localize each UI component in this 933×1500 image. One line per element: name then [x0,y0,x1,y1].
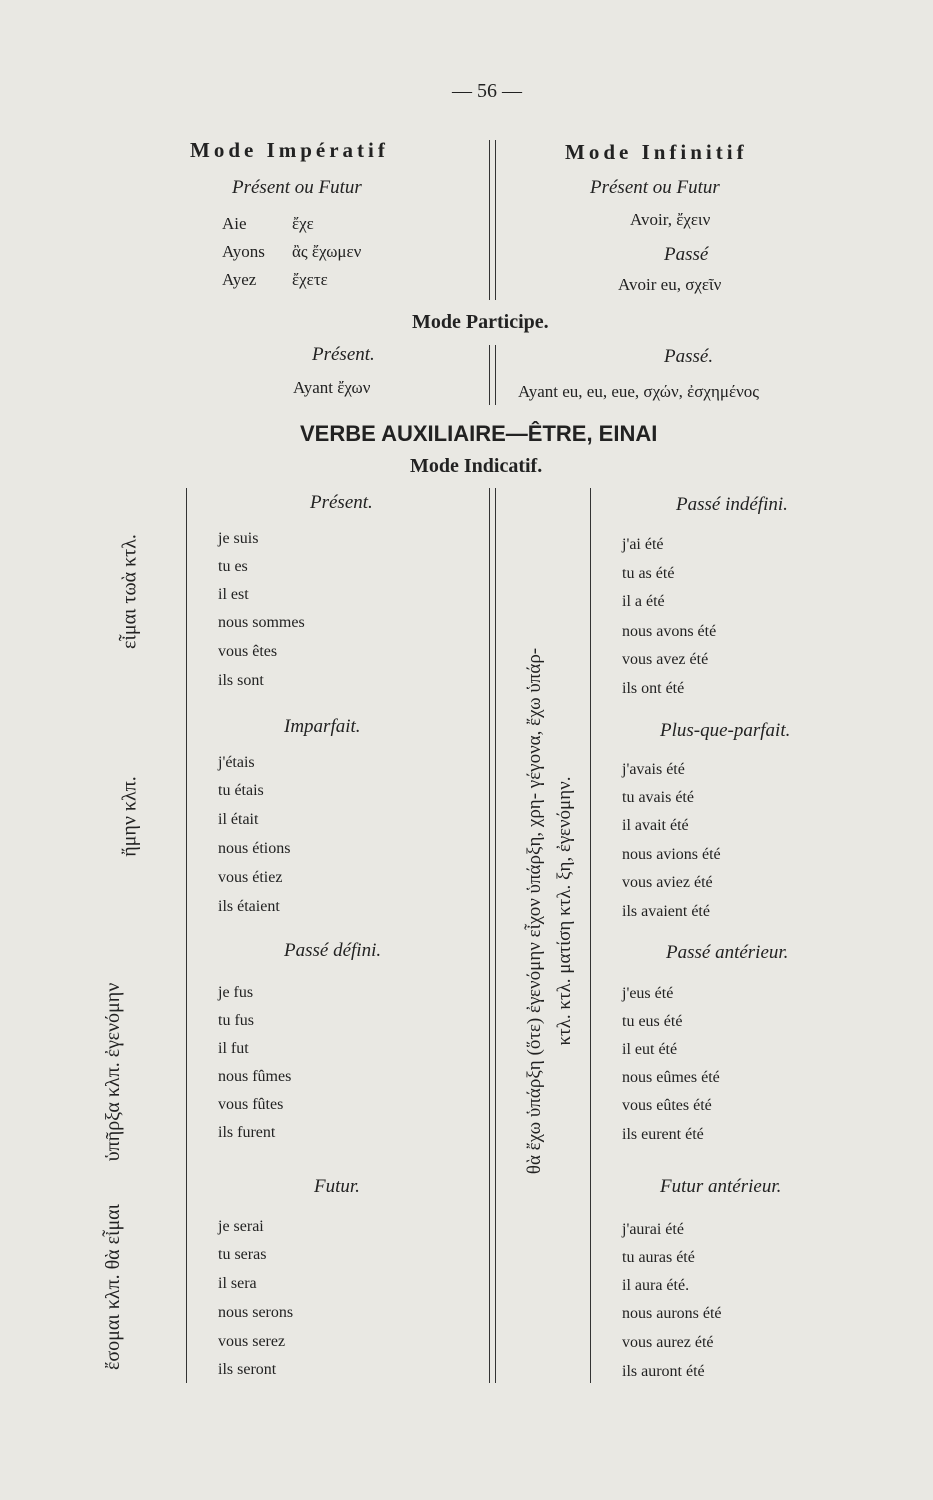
conj-line: tu fus [218,1012,254,1029]
middle-greek-line1: θὰ ἔχω ὑπάρξη (ὅτε) ἐγενόμην εἶχον ὑπάρξη, χρη- γέγονα, ἔχω ὑπάρ- [524,647,545,1175]
indicatif-title: Mode Indicatif. [410,455,543,477]
conj-line: ils sont [218,672,264,689]
conj-line: ils auront été [622,1363,705,1380]
greek-vertical: εἶμαι τωὰ κτλ. [118,534,141,649]
imperatif-row-fr: Aie [222,214,247,233]
infinitif-present: Avoir, ἔχειν [630,210,711,229]
conj-line: vous étiez [218,869,283,886]
conj-line: vous fûtes [218,1096,284,1113]
conj-line: nous aurons été [622,1305,722,1322]
imperatif-row-gr: ἔχετε [292,270,328,289]
tense-label: Passé indéfini. [676,494,788,515]
conj-line: tu as été [622,565,675,582]
conj-line: ils eurent été [622,1126,704,1143]
conj-line: vous avez été [622,651,709,668]
conj-line: il sera [218,1275,257,1292]
conj-line: j'ai été [622,536,664,553]
imperatif-row-gr: ἔχε [292,214,314,233]
divider-line [495,488,496,1383]
conj-line: tu auras été [622,1249,695,1266]
conj-line: vous aurez été [622,1334,714,1351]
imperatif-row-gr: ἂς ἔχωμεν [292,242,362,261]
imperatif-subtitle: Présent ou Futur [232,177,362,198]
tense-label: Plus-que-parfait. [660,720,791,741]
conj-line: ils furent [218,1124,276,1141]
conj-line: il était [218,811,259,828]
conj-line: il fut [218,1040,249,1057]
participe-title: Mode Participe. [412,311,549,333]
conj-line: il a été [622,593,665,610]
conj-line: nous avons été [622,623,717,640]
middle-greek-line2: κτλ. κτλ. ματίση κτλ. ξη, ἐγενόμην. [554,776,575,1046]
conj-line: ils avaient été [622,903,710,920]
tense-label: Imparfait. [284,716,361,737]
conj-line: vous eûtes été [622,1097,712,1114]
divider-line [489,345,490,405]
divider-line [489,140,490,300]
tense-label: Passé défini. [284,940,382,961]
conj-line: j'étais [218,754,255,771]
conj-line: tu avais été [622,789,694,806]
infinitif-passe-label: Passé [664,244,709,265]
conj-line: nous fûmes [218,1068,292,1085]
conj-line: tu seras [218,1246,267,1263]
greek-vertical: ὑπῆρξα κλπ. ἐγενόμην [102,982,124,1162]
greek-vertical: ἤμην κλπ. [118,776,141,857]
conj-line: nous eûmes été [622,1069,720,1086]
conj-line: ils ont été [622,680,685,697]
conj-line: j'aurai été [622,1221,684,1238]
divider-line [495,140,496,300]
conj-line: il avait été [622,817,689,834]
conj-line: il eut été [622,1041,678,1058]
verbe-title: VERBE AUXILIAIRE—ÊTRE, EINAI [300,421,658,446]
conj-line: tu eus été [622,1013,683,1030]
conj-line: vous aviez été [622,874,713,891]
divider-line [186,488,187,1383]
imperatif-row-fr: Ayons [222,242,265,261]
page-number: — 56 — [452,80,522,102]
divider-line [489,488,490,1383]
greek-vertical: ἔσομαι κλπ. θὰ εἶμαι [102,1203,124,1371]
conj-line: vous serez [218,1333,286,1350]
infinitif-subtitle: Présent ou Futur [590,177,720,198]
conj-line: ils étaient [218,898,280,915]
divider-line [495,345,496,405]
infinitif-title: Mode Infinitif [565,140,748,164]
infinitif-passe: Avoir eu, σχεῖν [618,275,722,294]
conj-line: il est [218,586,249,603]
participe-passe-label: Passé. [664,346,714,367]
tense-label: Présent. [310,492,373,513]
conj-line: je serai [218,1218,264,1235]
conj-line: nous étions [218,840,291,857]
conj-line: j'avais été [622,761,685,778]
conj-line: nous serons [218,1304,294,1321]
participe-passe: Ayant eu, eu, eue, σχών, ἐσχημένος [518,382,760,401]
tense-label: Futur. [314,1176,360,1197]
divider-line [590,488,591,1383]
tense-label: Futur antérieur. [660,1176,782,1197]
conj-line: j'eus été [622,985,674,1002]
conj-line: vous êtes [218,643,278,660]
tense-label: Passé antérieur. [666,942,789,963]
conj-line: je fus [218,984,254,1001]
conj-line: nous avions été [622,846,721,863]
conj-line: il aura été. [622,1277,690,1294]
conj-line: ils seront [218,1361,277,1378]
conj-line: tu étais [218,782,264,799]
conj-line: nous sommes [218,614,305,631]
imperatif-title: Mode Impératif [190,138,389,162]
conj-line: je suis [218,530,259,547]
conj-line: tu es [218,558,248,575]
participe-present-label: Présent. [312,344,375,365]
imperatif-row-fr: Ayez [222,270,257,289]
participe-present: Ayant ἔχων [293,378,371,397]
